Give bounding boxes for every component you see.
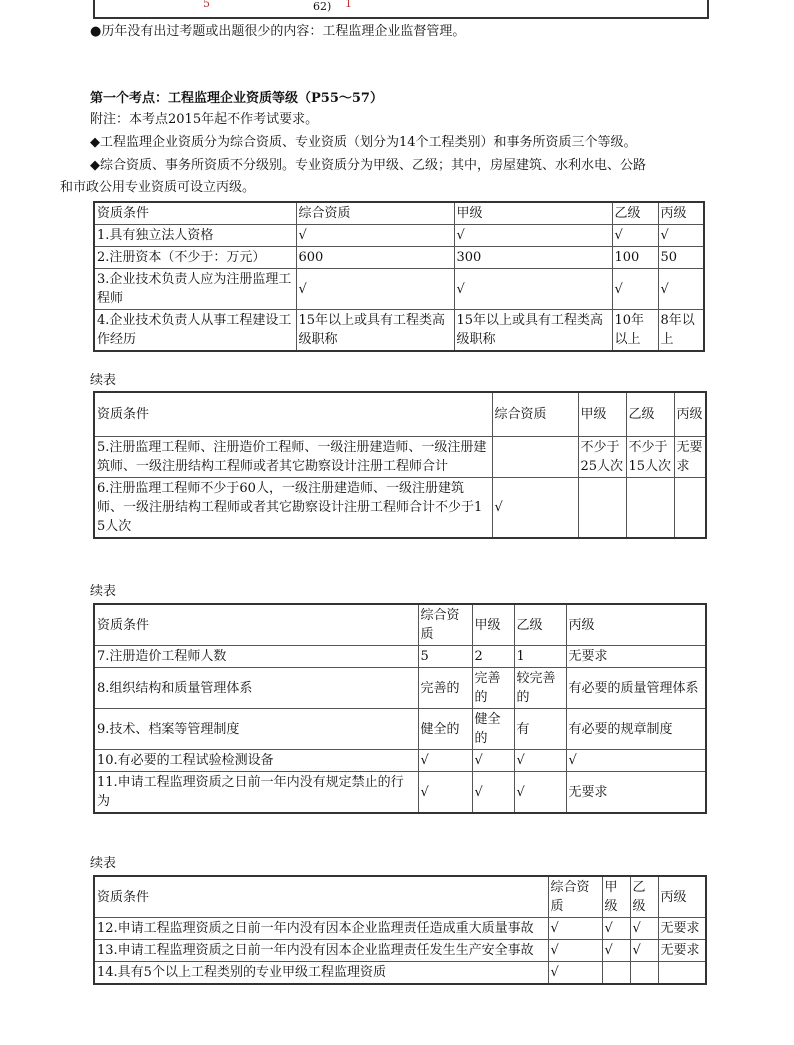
header-cell: 乙级 bbox=[630, 876, 658, 918]
table-row bbox=[94, 772, 706, 814]
continued-label: 续表 bbox=[90, 856, 117, 871]
bullet-grades-line2: 和市政公用专业资质可设立丙级。 bbox=[60, 180, 256, 195]
table-cell: 健全的 bbox=[418, 709, 472, 750]
header-cell: 丙级 bbox=[658, 202, 704, 225]
table-cell: 有 bbox=[514, 709, 566, 750]
header-cell: 乙级 bbox=[612, 202, 658, 225]
table-row bbox=[94, 750, 706, 772]
table-cell: 2.注册资本（不少于：万元） bbox=[94, 247, 296, 269]
table-cell: 不少于25人次 bbox=[578, 436, 626, 477]
table-cell: √ bbox=[454, 269, 612, 310]
table-row bbox=[94, 709, 706, 750]
table-cell: 7.注册造价工程师人数 bbox=[94, 646, 418, 668]
table-cell bbox=[626, 477, 674, 538]
table-row bbox=[94, 310, 704, 352]
header-cell: 丙级 bbox=[566, 604, 706, 646]
table-cell: √ bbox=[612, 269, 658, 310]
header-cell: 资质条件 bbox=[94, 876, 548, 918]
table-cell bbox=[674, 477, 706, 538]
header-cell: 甲级 bbox=[472, 604, 514, 646]
bullet-qualification-types: ◆工程监理企业资质分为综合资质、专业资质（划分为14个工程类别）和事务所资质三个等级。 bbox=[90, 135, 637, 150]
table-cell: 无要求 bbox=[566, 646, 706, 668]
table-cell: √ bbox=[658, 269, 704, 310]
qualification-table-2 bbox=[93, 391, 707, 539]
table-row bbox=[94, 269, 704, 310]
table-row bbox=[94, 918, 706, 940]
header-cell: 资质条件 bbox=[94, 392, 492, 436]
table-cell: √ bbox=[630, 940, 658, 962]
table-header-row bbox=[94, 876, 706, 918]
table-row bbox=[94, 477, 706, 538]
table-cell: 无要求 bbox=[566, 772, 706, 814]
table-cell: √ bbox=[602, 940, 630, 962]
table-cell: 3.企业技术负责人应为注册监理工程师 bbox=[94, 269, 296, 310]
table-cell: √ bbox=[454, 225, 612, 247]
table-cell bbox=[630, 962, 658, 985]
table-cell: 1.具有独立法人资格 bbox=[94, 225, 296, 247]
red-mark: 5 bbox=[203, 0, 210, 10]
table-cell: 完善的 bbox=[472, 668, 514, 709]
table-row bbox=[94, 646, 706, 668]
table-cell: 2 bbox=[472, 646, 514, 668]
table-header-row bbox=[94, 202, 704, 225]
table-cell: 14.具有5个以上工程类别的专业甲级工程监理资质 bbox=[94, 962, 548, 985]
fragment-text: 62) bbox=[313, 0, 332, 13]
table-cell: 6.注册监理工程师不少于60人，一级注册建造师、一级注册建筑师、一级注册结构工程师或者其它勘察设计注册工程师合计不少于15人次 bbox=[94, 477, 492, 538]
table-cell: 1 bbox=[514, 646, 566, 668]
table-cell: √ bbox=[566, 750, 706, 772]
table-cell: √ bbox=[418, 750, 472, 772]
header-cell: 甲级 bbox=[578, 392, 626, 436]
table-cell: 有必要的规章制度 bbox=[566, 709, 706, 750]
table-cell: 9.技术、档案等管理制度 bbox=[94, 709, 418, 750]
header-cell: 甲级 bbox=[602, 876, 630, 918]
table-cell: 50 bbox=[658, 247, 704, 269]
table-cell: √ bbox=[630, 918, 658, 940]
continued-label: 续表 bbox=[90, 584, 117, 599]
table-cell: 无要求 bbox=[658, 918, 706, 940]
table-cell: √ bbox=[548, 940, 602, 962]
red-mark: 1 bbox=[345, 0, 352, 10]
bullet-grades-line1: ◆综合资质、事务所资质不分级别。专业资质分为甲级、乙级；其中，房屋建筑、水利水电、公路 bbox=[90, 158, 646, 173]
table-row bbox=[94, 940, 706, 962]
continued-label: 续表 bbox=[90, 373, 117, 388]
table-cell: 4.企业技术负责人从事工程建设工作经历 bbox=[94, 310, 296, 352]
table-row bbox=[94, 247, 704, 269]
table-cell: 有必要的质量管理体系 bbox=[566, 668, 706, 709]
table-cell: 15年以上或具有工程类高级职称 bbox=[454, 310, 612, 352]
table-cell: 11.申请工程监理资质之日前一年内没有规定禁止的行为 bbox=[94, 772, 418, 814]
table-cell: 完善的 bbox=[418, 668, 472, 709]
table-cell bbox=[492, 436, 578, 477]
qualification-table-3 bbox=[93, 603, 707, 814]
table-cell: 15年以上或具有工程类高级职称 bbox=[296, 310, 454, 352]
table-cell: √ bbox=[548, 918, 602, 940]
table-row bbox=[94, 668, 706, 709]
previous-table-fragment bbox=[93, 0, 709, 19]
table-cell: 8.组织结构和质量管理体系 bbox=[94, 668, 418, 709]
header-cell: 综合资质 bbox=[418, 604, 472, 646]
header-cell: 综合资质 bbox=[296, 202, 454, 225]
table-cell: √ bbox=[514, 772, 566, 814]
table-cell: 健全的 bbox=[472, 709, 514, 750]
header-cell: 丙级 bbox=[658, 876, 706, 918]
table-cell: 10年以上 bbox=[612, 310, 658, 352]
table-cell: √ bbox=[548, 962, 602, 985]
qualification-table-1 bbox=[93, 201, 705, 352]
section-title: 第一个考点：工程监理企业资质等级（P55～57） bbox=[90, 91, 383, 106]
table-cell: 600 bbox=[296, 247, 454, 269]
table-cell: 13.申请工程监理资质之日前一年内没有因本企业监理责任发生生产安全事故 bbox=[94, 940, 548, 962]
table-cell: √ bbox=[602, 918, 630, 940]
table-cell: 5.注册监理工程师、注册造价工程师、一级注册建造师、一级注册建筑师、一级注册结构工程师或者其它勘察设计注册工程师合计 bbox=[94, 436, 492, 477]
table-row bbox=[94, 225, 704, 247]
table-cell: 300 bbox=[454, 247, 612, 269]
header-cell: 甲级 bbox=[454, 202, 612, 225]
table-cell: 100 bbox=[612, 247, 658, 269]
table-cell bbox=[658, 962, 706, 985]
table-cell: √ bbox=[472, 772, 514, 814]
header-cell: 丙级 bbox=[674, 392, 706, 436]
qualification-table-4 bbox=[93, 875, 707, 985]
table-row bbox=[94, 436, 706, 477]
table-cell: √ bbox=[514, 750, 566, 772]
table-cell: √ bbox=[612, 225, 658, 247]
header-cell: 综合资质 bbox=[548, 876, 602, 918]
table-header-row bbox=[94, 392, 706, 436]
table-cell: 8年以上 bbox=[658, 310, 704, 352]
intro-bullet: ●历年没有出过考题或出题很少的内容：工程监理企业监督管理。 bbox=[90, 24, 466, 39]
table-cell bbox=[602, 962, 630, 985]
table-row bbox=[94, 962, 706, 985]
table-cell: √ bbox=[296, 269, 454, 310]
table-header-row bbox=[94, 604, 706, 646]
table-cell: √ bbox=[658, 225, 704, 247]
header-cell: 乙级 bbox=[626, 392, 674, 436]
header-cell: 乙级 bbox=[514, 604, 566, 646]
note: 附注：本考点2015年起不作考试要求。 bbox=[90, 112, 319, 127]
table-cell: 无要求 bbox=[674, 436, 706, 477]
table-cell: 无要求 bbox=[658, 940, 706, 962]
table-cell: 5 bbox=[418, 646, 472, 668]
table-cell bbox=[578, 477, 626, 538]
table-cell: 较完善的 bbox=[514, 668, 566, 709]
header-cell: 资质条件 bbox=[94, 604, 418, 646]
table-cell: 10.有必要的工程试验检测设备 bbox=[94, 750, 418, 772]
table-cell: √ bbox=[472, 750, 514, 772]
table-cell: √ bbox=[296, 225, 454, 247]
table-cell: 12.申请工程监理资质之日前一年内没有因本企业监理责任造成重大质量事故 bbox=[94, 918, 548, 940]
header-cell: 综合资质 bbox=[492, 392, 578, 436]
table-cell: √ bbox=[492, 477, 578, 538]
header-cell: 资质条件 bbox=[94, 202, 296, 225]
table-cell: 不少于15人次 bbox=[626, 436, 674, 477]
table-cell: √ bbox=[418, 772, 472, 814]
